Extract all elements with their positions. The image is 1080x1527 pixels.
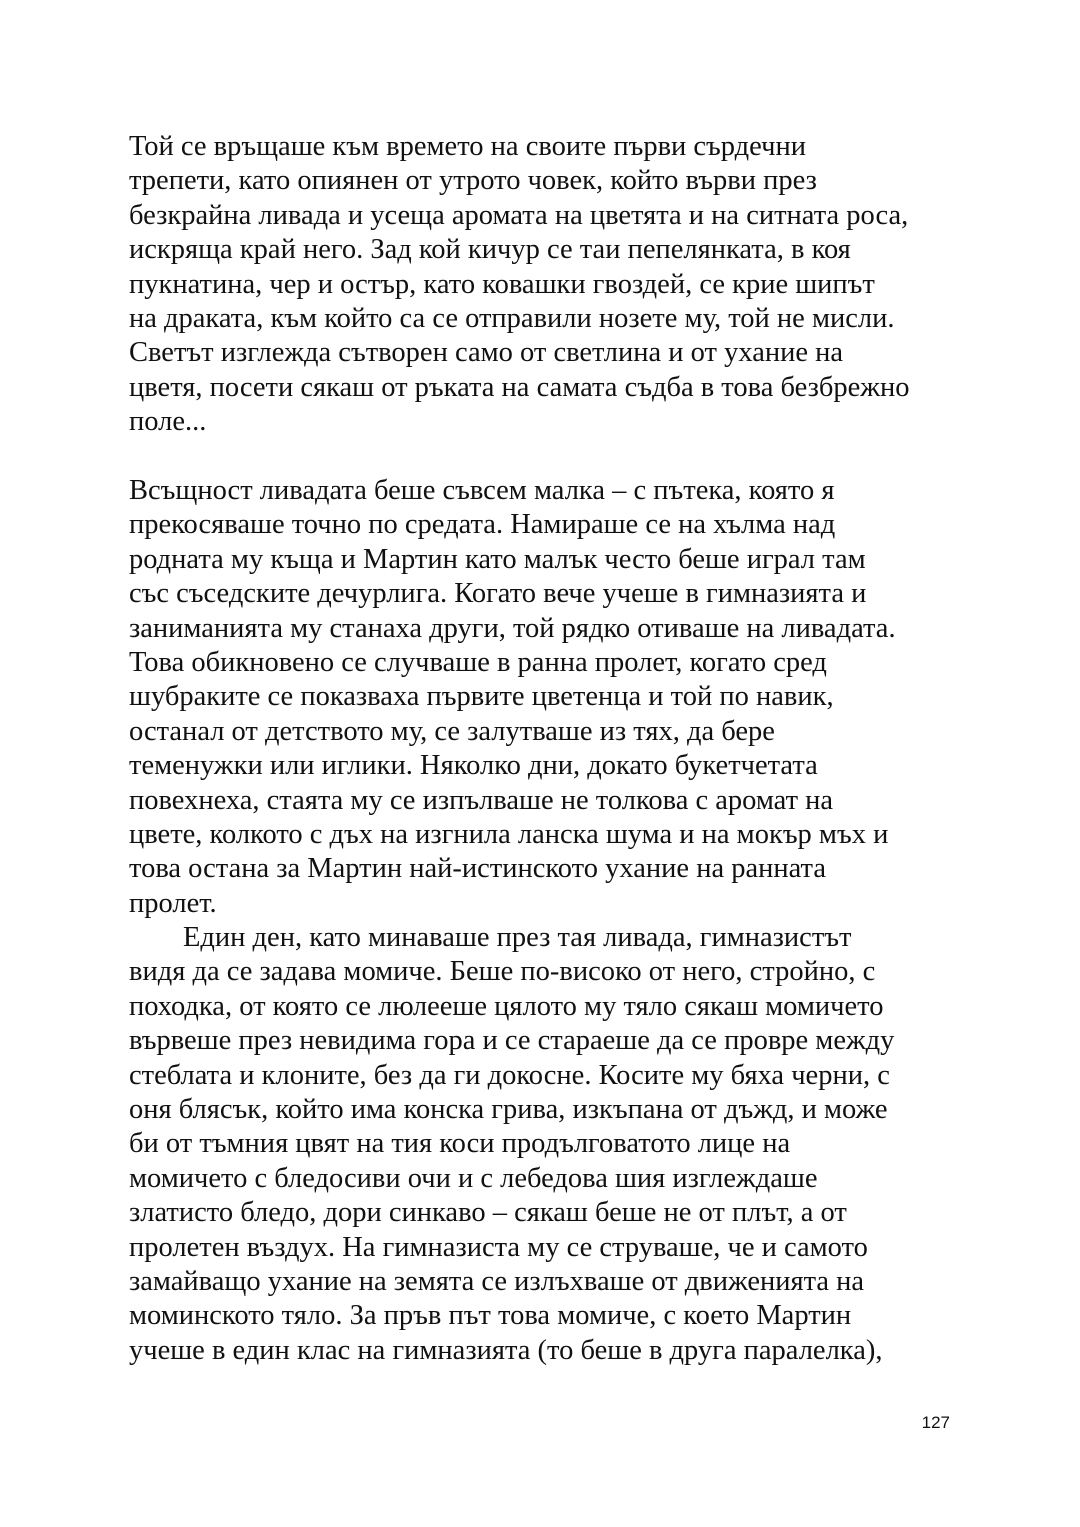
text-line: заниманията му станаха други, той рядко отиваше на ливадата.	[129, 612, 896, 644]
text-line: искряща край него. Зад кой кичур се таи пепелянката, в коя	[129, 234, 851, 266]
text-line: на драката, към който са се отправили нозете му, той не мисли.	[129, 303, 895, 335]
text-line: цвете, колкото с дъх на изгнила ланска шума и на мокър мъх и	[129, 819, 889, 851]
text-line: теменужки или иглики. Няколко дни, докато букетчетата	[129, 750, 818, 782]
text-line: пукнатина, чер и остър, като ковашки гвоздей, се крие шипът	[129, 268, 875, 300]
text-line: прекосяваше точно по средата. Намираше се на хълма над	[129, 509, 836, 541]
text-line: трепети, като опиянен от утрото човек, който върви през	[129, 165, 817, 197]
text-line: вървеше през невидима гора и се стараеше да се провре между	[129, 1025, 895, 1057]
text-line: пролетен въздух. На гимназиста му се струваше, че и самото	[129, 1231, 868, 1263]
text-line: пролет.	[129, 887, 217, 919]
text-line: видя да се задава момиче. Беше по-високо от него, стройно, с	[129, 956, 876, 988]
text-line: повехнеха, стаята му се изпълваше не толкова с аромат на	[129, 784, 834, 816]
text-line: Един ден, като минаваше през тая ливада, гимназистът	[183, 922, 852, 953]
text-line: цветя, посети сякаш от ръката на самата съдба в това безбрежно	[129, 371, 910, 403]
text-line: замайващо ухание на земята се излъхваше от движенията на	[129, 1266, 865, 1298]
text-line: безкрайна ливада и усеща аромата на цветята и на ситната роса,	[129, 199, 909, 231]
text-line: златисто бледо, дори синкаво – сякаш беше не от плът, а от	[129, 1197, 847, 1229]
text-line: оня блясък, който има конска грива, изкъпана от дъжд, и може	[129, 1094, 888, 1126]
paragraph-3	[129, 921, 959, 1368]
text-line: Това обикновено се случваше в ранна пролет, когато сред	[129, 647, 827, 679]
text-line: би от тъмния цвят на тия коси продълговатото лице на	[129, 1128, 791, 1160]
text-line: Всъщност ливадата беше съвсем малка – с пътека, която я	[129, 475, 835, 506]
text-line: моминското тяло. За пръв път това момиче, с което Мартин	[129, 1300, 852, 1332]
text-line: походка, от която се люлееше цялото му тяло сякаш момичето	[129, 990, 884, 1022]
text-line: шубраките се показваха първите цветенца и той по навик,	[129, 681, 834, 713]
text-line: останал от детството му, се залутваше из тях, да бере	[129, 715, 775, 747]
text-line: момичето с бледосиви очи и с лебедова шия изглеждаше	[129, 1162, 818, 1194]
text-line: родната му къща и Мартин като малък често беше играл там	[129, 543, 866, 575]
text-line: поле...	[129, 406, 207, 438]
page-number: 127	[921, 1413, 950, 1432]
text-line: това остана за Мартин най-истинското ухание на ранната	[129, 853, 826, 885]
paragraph-1	[129, 130, 959, 440]
text-line: учеше в един клас на гимназията (то беше в друга паралелка),	[129, 1334, 883, 1366]
text-line: стеблата и клоните, без да ги докосне. Косите му бяха черни, с	[129, 1059, 890, 1091]
text-line: със съседските дечурлига. Когато вече учеше в гимназията и	[129, 578, 867, 610]
text-line: Той се връщаше към времето на своите първи сърдечни	[129, 131, 806, 162]
text-line: Светът изглежда сътворен само от светлина и от ухание на	[129, 337, 844, 369]
paragraph-2	[129, 474, 959, 921]
